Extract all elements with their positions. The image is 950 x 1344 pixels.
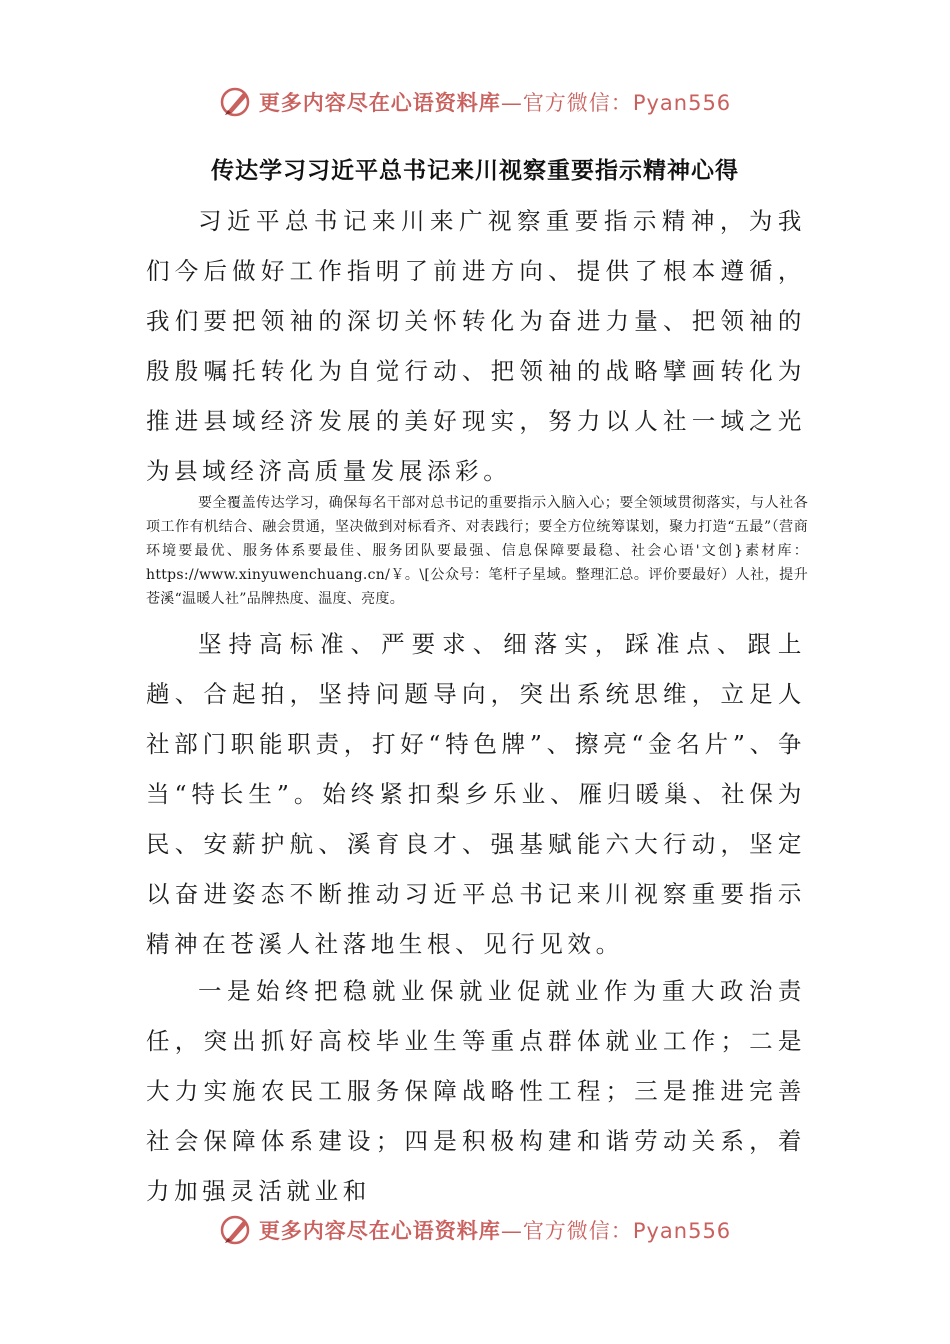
paragraph-1: 习近平总书记来川来广视察重要指示精神，为我们今后做好工作指明了前进方向、提供了根本遵循，我们要把领袖的深切关怀转化为奋进力量、把领袖的殷殷嘱托转化为自觉行动、把领袖的战略擘画转化为推进县域经济发展的美好现实，努力以人社一域之光为县域经济高质量发展添彩。	[146, 207, 806, 485]
library-text: 更多内容尽在心语资料库	[258, 1219, 501, 1243]
wechat-id: Pyan556	[632, 91, 732, 115]
paragraph-4: 一是始终把稳就业保就业促就业作为重大政治责任，突出抓好高校毕业生等重点群体就业工作；二是大力实施农民工服务保障战略性工程；三是推进完善社会保障体系建设；四是积极构建和谐劳动关系，着力加强灵活就业和	[146, 977, 806, 1205]
banner-text	[259, 87, 731, 117]
library-text: 更多内容尽在心语资料库	[258, 91, 501, 115]
banner-text	[259, 1215, 731, 1245]
pen-circle-logo-icon	[219, 1213, 253, 1247]
wechat-id: Pyan556	[632, 1219, 732, 1243]
header-banner	[0, 82, 950, 122]
official-label: 官方微信：	[522, 1219, 633, 1243]
banner-separator: —	[500, 1219, 523, 1243]
official-label: 官方微信：	[522, 91, 633, 115]
paragraph-3: 坚持高标准、严要求、细落实，踩准点、跟上趟、合起拍，坚持问题导向，突出系统思维，立足人社部门职能职责，打好“特色牌”、擦亮“金名片”、争当“特长生”。始终紧扣梨乡乐业、雁归暖巢、社保为民、安薪护航、溪育良才、强基赋能六大行动，坚定以奋进姿态不断推动习近平总书记来川视察重要指示精神在苍溪人社落地生根、见行见效。	[146, 630, 806, 958]
paragraph-2: 要全覆盖传达学习，确保每名干部对总书记的重要指示入脑入心；要全领域贯彻落实，与人社各项工作有机结合、融会贯通，坚决做到对标看齐、对表践行；要全方位统筹谋划，聚力打造“五最”（营商环境要最优、服务体系要最佳、服务团队要最强、信息保障要最稳、社会心语'文创}素材库：https://www.xinyuwenchuang.cn/￥。\[公众号：笔杆子星域。整理汇总。评价要最好）人社，提升苍溪“温暖人社”品牌热度、温度、亮度。	[146, 495, 808, 607]
page-title: 传达学习习近平总书记来川视察重要指示精神心得	[211, 157, 739, 184]
footer-banner	[0, 1210, 950, 1250]
banner-separator: —	[500, 91, 523, 115]
pen-circle-logo-icon	[219, 85, 253, 119]
